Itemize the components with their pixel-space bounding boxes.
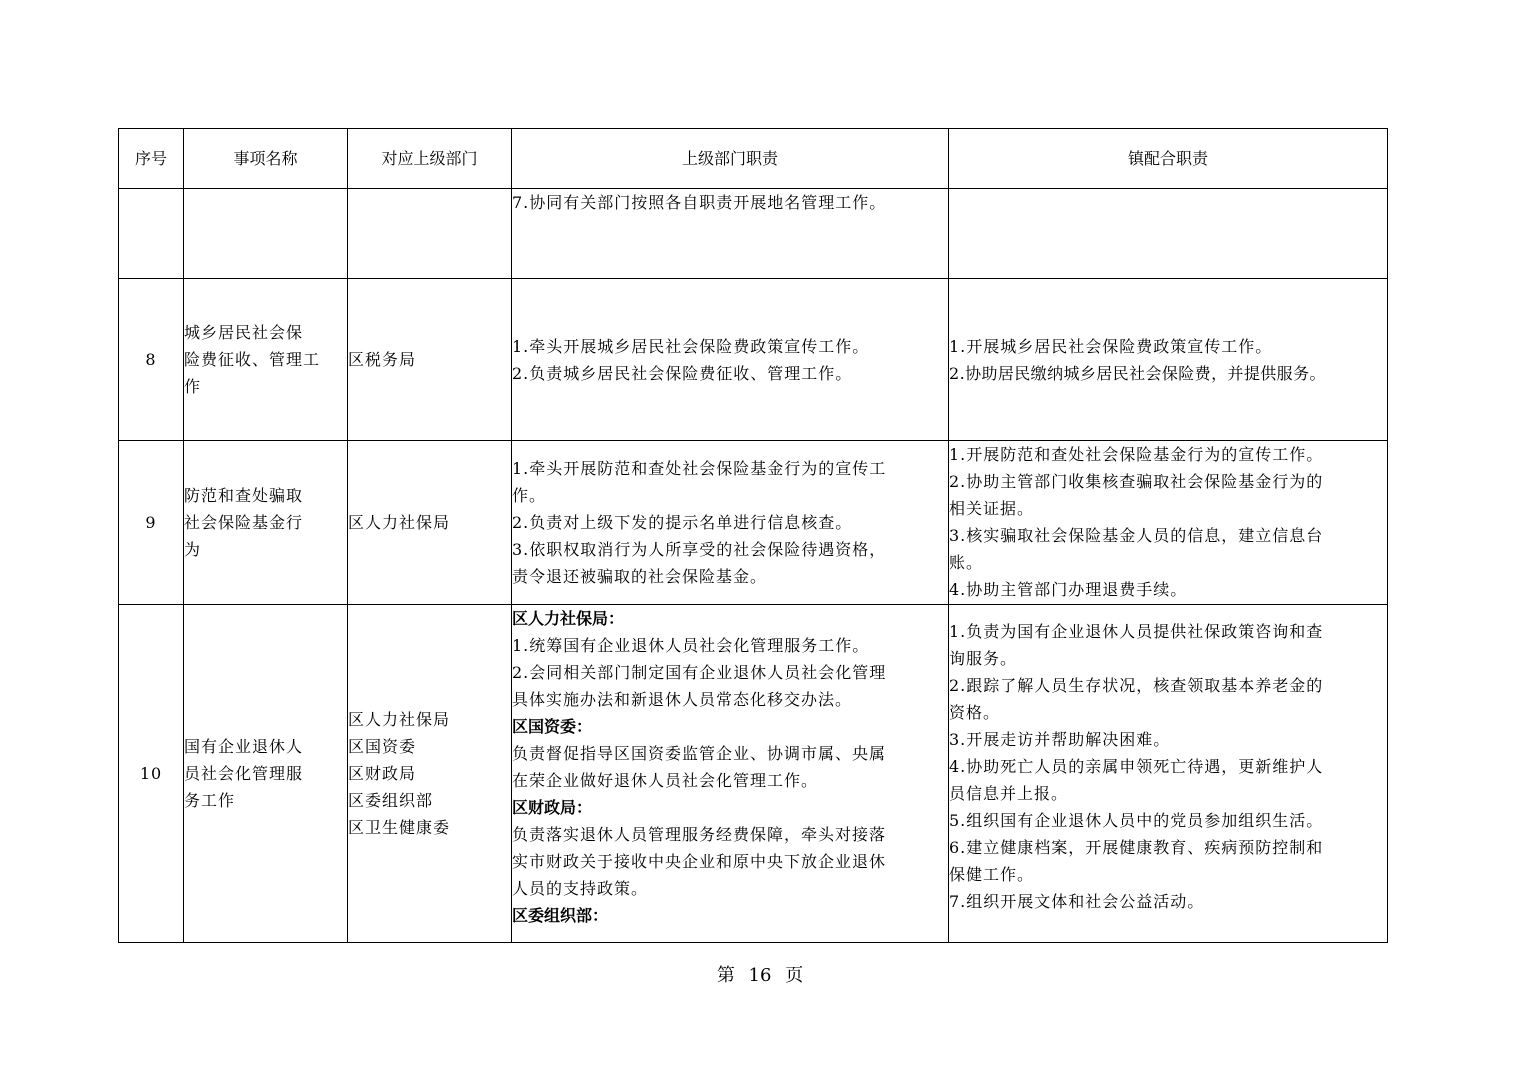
town-duties-cell	[949, 605, 1388, 943]
duty-line: 1.开展防范和查处社会保险基金行为的宣传工作。	[949, 445, 1324, 464]
item-name-line: 防范和查处骗取	[184, 486, 304, 505]
item-name-line: 员社会化管理服	[184, 764, 304, 783]
section-title: 区委组织部：	[512, 906, 609, 925]
duty-line: 相关证据。	[949, 499, 1035, 518]
item-name-line: 为	[184, 540, 202, 559]
upper-department-cell	[348, 605, 512, 943]
duty-line: 员信息并上报。	[949, 784, 1069, 803]
upper-department-cell	[348, 279, 512, 441]
duty-line: 1.开展城乡居民社会保险费政策宣传工作。	[949, 336, 1273, 356]
department-line: 区国资委	[348, 737, 417, 756]
row-number: 10	[119, 605, 184, 943]
item-name-line: 城乡居民社会保	[184, 323, 304, 342]
town-duties-cell	[949, 279, 1388, 441]
header-number: 序号	[119, 129, 184, 189]
duty-line: 负责落实退休人员管理服务经费保障，牵头对接落	[512, 825, 887, 844]
town-duties-cell	[949, 441, 1388, 605]
page-number: 16	[748, 965, 772, 986]
duty-line: 1.牵头开展城乡居民社会保险费政策宣传工作。	[512, 336, 870, 356]
item-name-line: 险费征收、管理工	[184, 350, 321, 369]
duty-table	[118, 128, 1388, 943]
item-name-line: 社会保险基金行	[184, 513, 304, 532]
duty-line: 4.协助死亡人员的亲属申领死亡待遇，更新维护人	[949, 757, 1324, 776]
upper-duties-cell	[512, 189, 949, 279]
department-line: 区税务局	[348, 350, 417, 369]
duty-line: 2.会同相关部门制定国有企业退休人员社会化管理	[512, 663, 887, 682]
duty-line: 2.协助居民缴纳城乡居民社会保险费，并提供服务。	[949, 363, 1326, 383]
duty-line: 7.协同有关部门按照各自职责开展地名管理工作。	[512, 193, 887, 212]
page-footer	[0, 963, 1520, 989]
department-line: 区人力社保局	[348, 513, 451, 532]
header-item-name: 事项名称	[184, 129, 348, 189]
duty-line: 人员的支持政策。	[512, 879, 649, 898]
item-name-cell	[184, 605, 348, 943]
duty-line: 1.负责为国有企业退休人员提供社保政策咨询和查	[949, 622, 1324, 641]
duty-line: 询服务。	[949, 649, 1018, 668]
page-suffix: 页	[785, 965, 804, 986]
item-name-line: 务工作	[184, 791, 236, 810]
duty-line: 4.协助主管部门办理退费手续。	[949, 580, 1188, 599]
item-name-cell	[184, 441, 348, 605]
header-upper-department: 对应上级部门	[348, 129, 512, 189]
duty-line: 在荣企业做好退休人员社会化管理工作。	[512, 771, 819, 790]
upper-duties-cell	[512, 441, 949, 605]
header-row	[119, 129, 1388, 189]
duty-line: 7.组织开展文体和社会公益活动。	[949, 892, 1205, 911]
department-line: 区委组织部	[348, 791, 434, 810]
table-row	[119, 605, 1388, 943]
duty-line: 实市财政关于接收中央企业和原中央下放企业退休	[512, 852, 887, 871]
upper-department-cell	[348, 441, 512, 605]
item-name-cell	[184, 279, 348, 441]
department-line: 区人力社保局	[348, 710, 451, 729]
row-number: 8	[119, 279, 184, 441]
duty-line: 作。	[512, 486, 547, 505]
page-prefix: 第	[716, 965, 735, 986]
header-upper-duties: 上级部门职责	[512, 129, 949, 189]
section-title: 区国资委：	[512, 717, 593, 736]
duty-line: 账。	[949, 553, 984, 572]
row-number: 9	[119, 441, 184, 605]
duty-line: 资格。	[949, 703, 1001, 722]
duty-line: 3.核实骗取社会保险基金人员的信息，建立信息台	[949, 526, 1324, 545]
table-row	[119, 189, 1388, 279]
duty-line: 3.依职权取消行为人所享受的社会保险待遇资格，	[512, 540, 887, 559]
upper-department-cell	[348, 189, 512, 279]
duty-line: 3.开展走访并帮助解决困难。	[949, 730, 1171, 749]
section-title: 区人力社保局：	[512, 609, 625, 628]
table-row	[119, 279, 1388, 441]
duty-line: 保健工作。	[949, 865, 1035, 884]
town-duties-cell	[949, 189, 1388, 279]
duty-line: 具体实施办法和新退休人员常态化移交办法。	[512, 690, 853, 709]
item-name-line: 国有企业退休人	[184, 737, 304, 756]
item-name-cell	[184, 189, 348, 279]
duty-line: 1.统筹国有企业退休人员社会化管理服务工作。	[512, 636, 870, 655]
row-number	[119, 189, 184, 279]
upper-duties-cell	[512, 605, 949, 943]
duty-line: 负责督促指导区国资委监管企业、协调市属、央属	[512, 744, 887, 763]
duty-line: 2.负责对上级下发的提示名单进行信息核查。	[512, 513, 853, 532]
header-town-duties: 镇配合职责	[949, 129, 1388, 189]
duty-line: 2.跟踪了解人员生存状况，核查领取基本养老金的	[949, 676, 1324, 695]
table-row	[119, 441, 1388, 605]
duty-line: 1.牵头开展防范和查处社会保险基金行为的宣传工	[512, 459, 887, 478]
duty-line: 5.组织国有企业退休人员中的党员参加组织生活。	[949, 811, 1324, 830]
duty-line: 6.建立健康档案，开展健康教育、疾病预防控制和	[949, 838, 1324, 857]
duty-line: 责令退还被骗取的社会保险基金。	[512, 567, 768, 586]
duty-line: 2.协助主管部门收集核查骗取社会保险基金行为的	[949, 472, 1324, 491]
department-line: 区卫生健康委	[348, 818, 451, 837]
upper-duties-cell	[512, 279, 949, 441]
item-name-line: 作	[184, 377, 202, 396]
section-title: 区财政局：	[512, 798, 593, 817]
duty-line: 2.负责城乡居民社会保险费征收、管理工作。	[512, 363, 853, 383]
department-line: 区财政局	[348, 764, 417, 783]
